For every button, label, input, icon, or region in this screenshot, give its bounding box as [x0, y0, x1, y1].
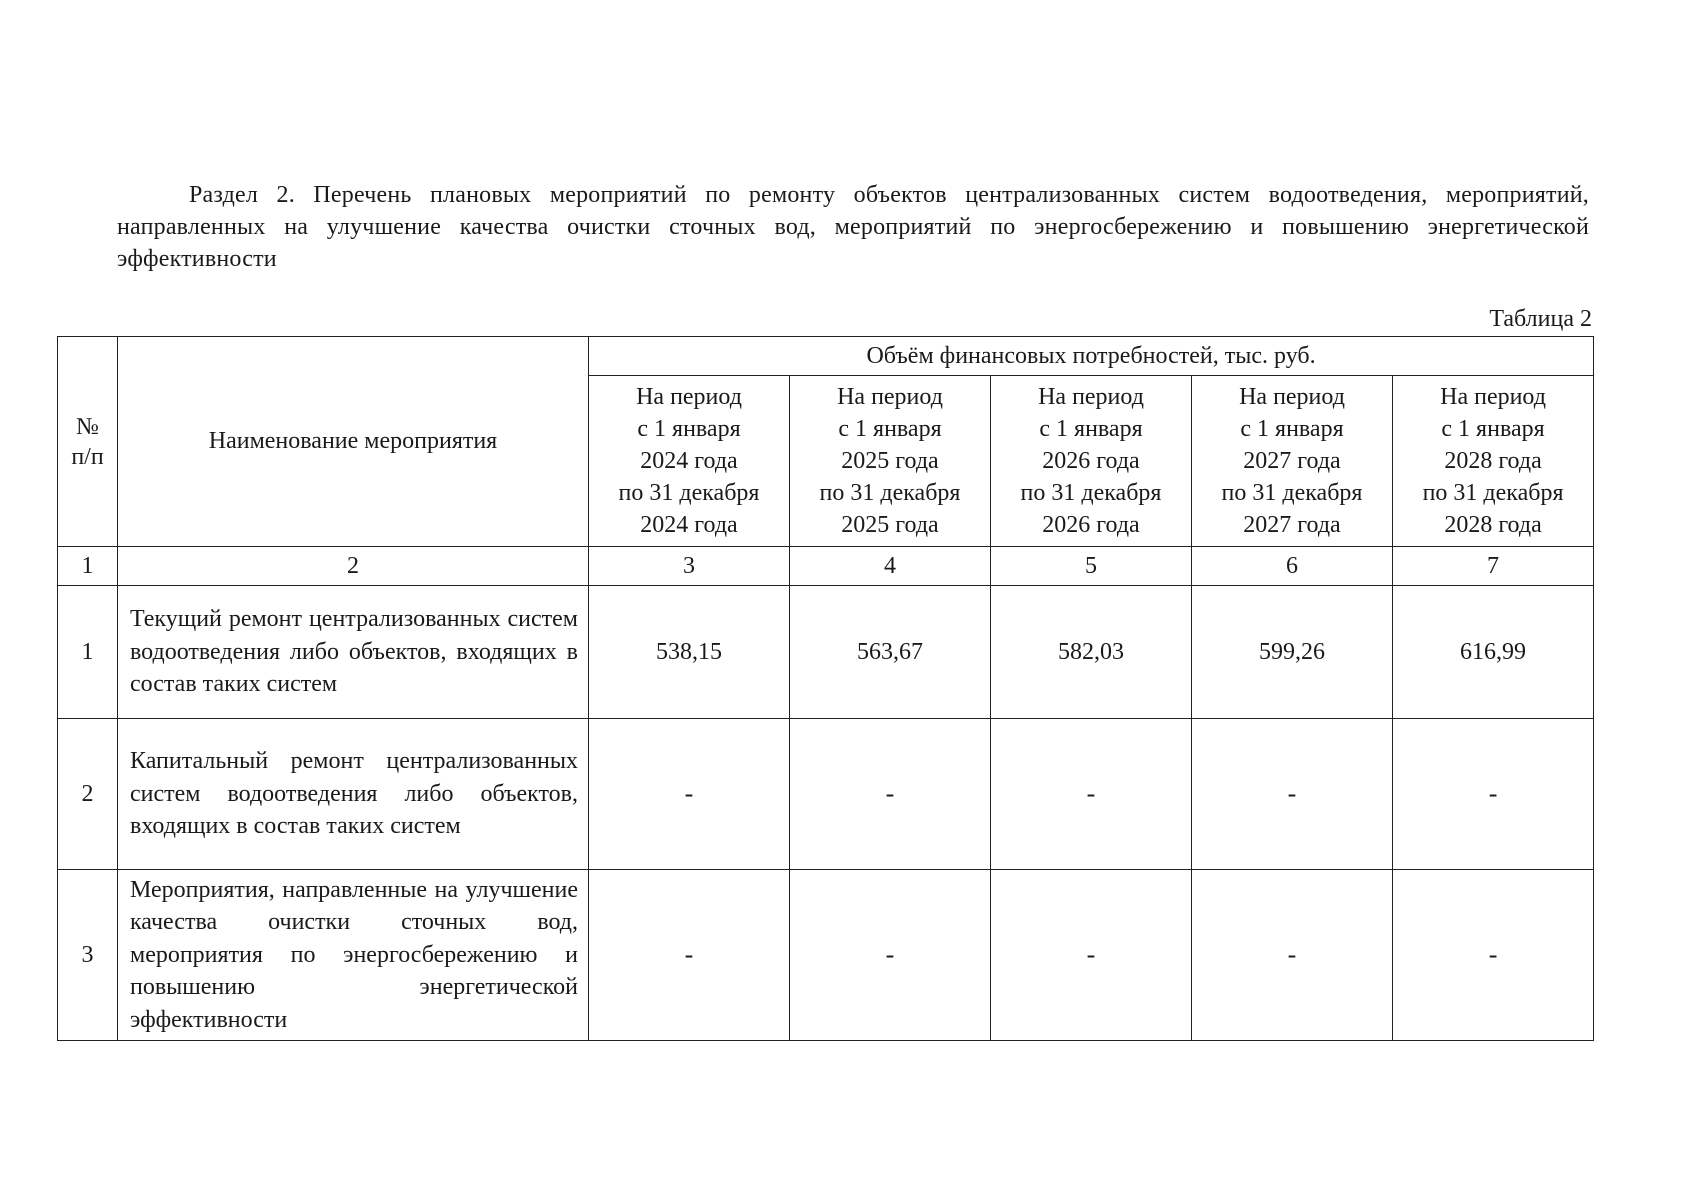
row-name-cell: Текущий ремонт централизованных систем водоотведения либо объектов, входящих в состав таких систем [118, 586, 589, 719]
column-index-cell: 4 [790, 547, 991, 586]
row-name-cell: Мероприятия, направленные на улучшение качества очистки сточных вод, мероприятия по энергосбережению и повышению энергетической эффективности [118, 870, 589, 1041]
period-line: 2026 года [1042, 512, 1140, 538]
table-row [58, 719, 1594, 870]
period-line: 2028 года [1444, 448, 1542, 474]
value-cell: - [790, 870, 991, 1041]
period-line: 2025 года [841, 448, 939, 474]
table-row [58, 586, 1594, 719]
header-num-abbr: п/п [71, 443, 104, 470]
value-cell: - [1393, 870, 1594, 1041]
period-line: На период [1239, 384, 1345, 410]
value-cell: - [1393, 719, 1594, 870]
column-index-row [58, 547, 1594, 586]
period-header-2026 [991, 376, 1192, 547]
value-cell: 538,15 [589, 586, 790, 719]
column-index-cell: 3 [589, 547, 790, 586]
period-header-2027 [1192, 376, 1393, 547]
column-index-cell: 7 [1393, 547, 1594, 586]
section-heading: Раздел 2. Перечень плановых мероприятий по ремонту объектов централизованных систем водоотведения, мероприятий, направленных на улучшение качества очистки сточных вод, мероприятий по энергосбережению и повышению энергетической эффективности [117, 182, 1589, 272]
period-line: 2027 года [1243, 512, 1341, 538]
period-header-2025 [790, 376, 991, 547]
value-cell: - [991, 870, 1192, 1041]
period-line: с 1 января [637, 416, 741, 442]
period-line: с 1 января [1039, 416, 1143, 442]
column-index-cell: 1 [58, 547, 118, 586]
period-line: На период [636, 384, 742, 410]
value-cell: - [991, 719, 1192, 870]
value-cell: - [589, 719, 790, 870]
value-cell: 616,99 [1393, 586, 1594, 719]
row-number-cell: 3 [58, 870, 118, 1041]
period-header-2028 [1393, 376, 1594, 547]
period-line: 2028 года [1444, 512, 1542, 538]
header-row-group [58, 337, 1594, 376]
row-number-cell: 2 [58, 719, 118, 870]
value-cell: 599,26 [1192, 586, 1393, 719]
period-line: 2025 года [841, 512, 939, 538]
value-cell: 582,03 [991, 586, 1192, 719]
period-line: На период [1440, 384, 1546, 410]
table-row [58, 870, 1594, 1041]
column-index-cell: 2 [118, 547, 589, 586]
row-number-cell: 1 [58, 586, 118, 719]
period-line: 2026 года [1042, 448, 1140, 474]
period-line: 2027 года [1243, 448, 1341, 474]
column-index-cell: 6 [1192, 547, 1393, 586]
period-line: по 31 декабря [1020, 480, 1162, 506]
period-line: по 31 декабря [618, 480, 760, 506]
header-num-symbol: № [76, 413, 99, 440]
table-caption: Таблица 2 [1489, 306, 1592, 332]
period-line: по 31 декабря [1422, 480, 1564, 506]
period-line: 2024 года [640, 512, 738, 538]
period-line: с 1 января [1441, 416, 1545, 442]
period-line: по 31 декабря [1221, 480, 1363, 506]
period-line: с 1 января [838, 416, 942, 442]
value-cell: - [1192, 719, 1393, 870]
value-cell: - [790, 719, 991, 870]
header-num-cell [58, 337, 118, 547]
header-group-cell: Объём финансовых потребностей, тыс. руб. [589, 337, 1594, 376]
value-cell: - [589, 870, 790, 1041]
period-line: с 1 января [1240, 416, 1344, 442]
value-cell: - [1192, 870, 1393, 1041]
value-cell: 563,67 [790, 586, 991, 719]
period-header-2024 [589, 376, 790, 547]
period-line: 2024 года [640, 448, 738, 474]
financial-needs-table [57, 336, 1594, 1041]
row-name-cell: Капитальный ремонт централизованных систем водоотведения либо объектов, входящих в состав таких систем [118, 719, 589, 870]
period-line: по 31 декабря [819, 480, 961, 506]
header-name-cell: Наименование мероприятия [118, 337, 589, 547]
period-line: На период [837, 384, 943, 410]
period-line: На период [1038, 384, 1144, 410]
column-index-cell: 5 [991, 547, 1192, 586]
